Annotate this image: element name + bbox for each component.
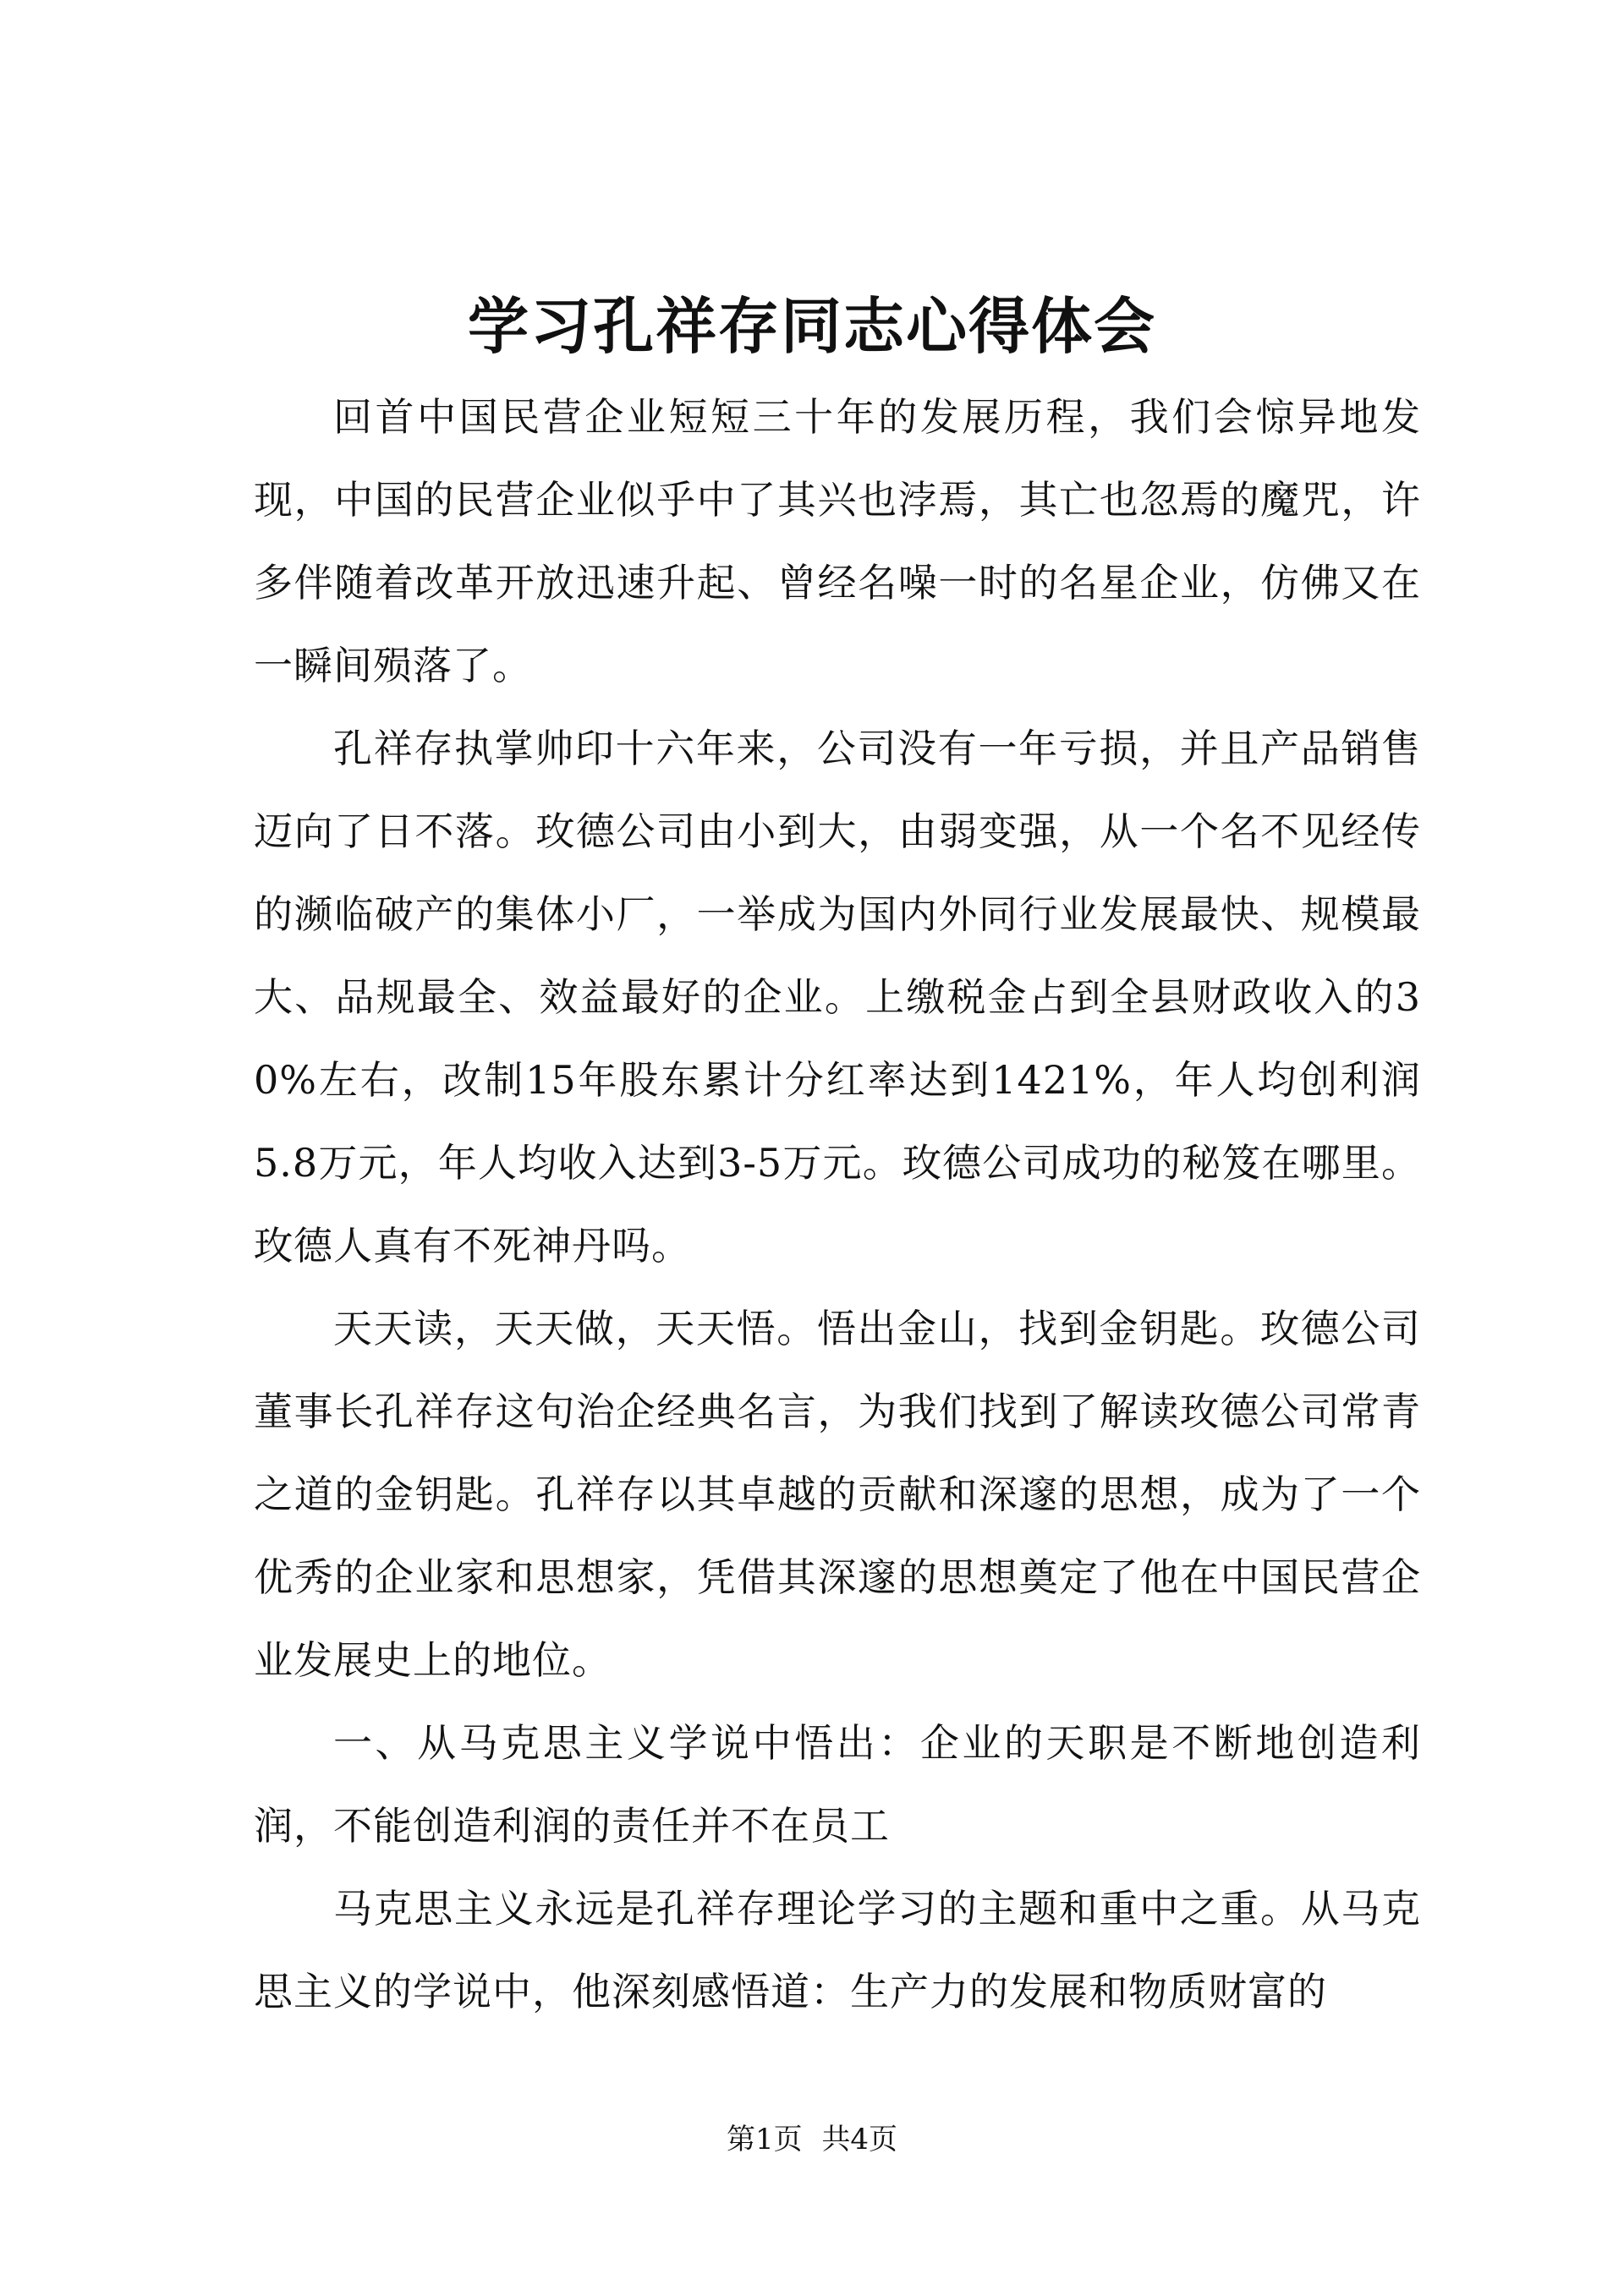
document-title: 学习孔祥存同志心得体会 [467,290,1156,362]
page-footer [0,2121,1624,2158]
paragraph-5: 马克思主义永远是孔祥存理论学习的主题和重中之重。从马克思主义的学说中，他深刻感悟道：生产力的发展和物质财富的 [254,1886,1421,2014]
document-body [254,375,1421,2033]
paragraph-2: 孔祥存执掌帅印十六年来，公司没有一年亏损，并且产品销售迈向了日不落。玫德公司由小到大，由弱变强，从一个名不见经传的濒临破产的集体小厂，一举成为国内外同行业发展最快、规模最大、品规最全、效益最好的企业。上缴税金占到全县财政收入的30%左右，改制15年股东累计分红率达到1421%，年人均创利润5.8万元，年人均收入达到3-5万元。玫德公司成功的秘笈在哪里。玫德人真有不死神丹吗。 [254,726,1421,1269]
page-number: 第1页 [726,2123,803,2156]
page-total: 共4页 [821,2123,898,2156]
paragraph-1: 回首中国民营企业短短三十年的发展历程，我们会惊异地发现，中国的民营企业似乎中了其兴也浡焉，其亡也忽焉的魔咒，许多伴随着改革开放迅速升起、曾经名噪一时的名星企业，仿佛又在一瞬间殒落了。 [254,394,1421,688]
paragraph-3: 天天读，天天做，天天悟。悟出金山，找到金钥匙。玫德公司董事长孔祥存这句治企经典名言，为我们找到了解读玫德公司常青之道的金钥匙。孔祥存以其卓越的贡献和深邃的思想，成为了一个优秀的企业家和思想家，凭借其深邃的思想奠定了他在中国民营企业发展史上的地位。 [254,1306,1421,1683]
paragraph-4-heading: 一、从马克思主义学说中悟出：企业的天职是不断地创造利润，不能创造利润的责任并不在员工 [254,1720,1421,1849]
